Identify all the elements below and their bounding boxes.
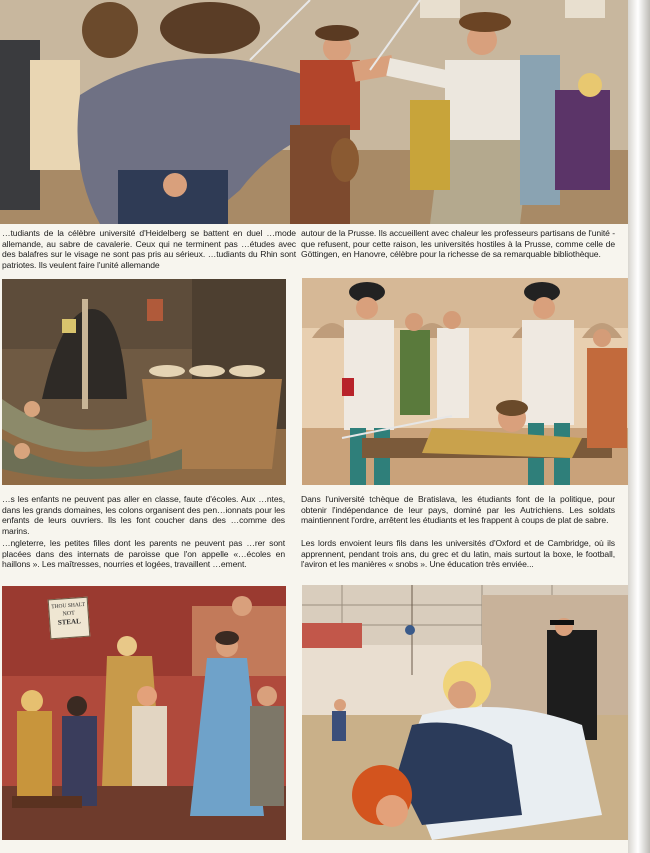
page-binding-edge [628,0,650,853]
illustration-heidelberg-duel [0,0,630,224]
sign-thou-shalt-not-steal [48,597,91,640]
caption-angleterre-left [2,538,285,570]
caption-text: Dans l'université tchèque de Bratislava, les étudiants font de la politique, pour obtenir l'indépendance de leur pays, dominé par les Autrichiens. Les soldats maintiennent l'ordre, arrêtent les étudiants et les frappent à coups de plat de sabre. [301,494,615,526]
caption-text: autour de la Prusse. Ils accueillent avec chaleur les professeurs partisans de l'unité - que refusent, pour cette raison, les universités hostiles à la Prusse, comme celle de Göttingen, en Hanovre, célèbre pour la richesse de sa remarquable bibliothèque. [301,228,615,260]
illustration-ragged-school [2,586,286,840]
sign-line-2: NOT [62,610,76,618]
caption-heidelberg-left [2,228,296,270]
sign-line-3: STEAL [57,617,82,627]
caption-heidelberg-right [301,228,615,260]
sign-line-1: THOU SHALT [51,601,86,611]
caption-bratislava-right [301,494,615,526]
illustration-hammock-dormitory [2,279,286,485]
caption-text: Les lords envoient leurs fils dans les universités d'Oxford et de Cambridge, où ils apprennent, pendant trois ans, du grec et du latin, mais surtout la boxe, le football, l'aviron et les manières « snobs ». Une éducation très enviée... [301,538,615,570]
caption-enfants-left [2,494,285,536]
caption-text: …tudiants de la célèbre université d'Heidelberg se battent en duel …mode allemande, au sabre de cavalerie. Ceux qui ne terminent pas …études avec des balafres sur le visage ne sont pas pris au sérieux. …tudiants du Rhin sont patriotes. Ils veulent faire l'unité allemande [2,228,296,270]
caption-text: …s les enfants ne peuvent pas aller en classe, faute d'écoles. Aux …ntes, dans les grands domaines, les colons organisent des pen…ionnats pour les enfants de leurs ouvriers. Ils les font coucher dans des …comme des marins. [2,494,285,536]
caption-text: …ngleterre, les petites filles dont les parents ne peuvent pas …rer sont placées dans des internats de paroisse que l'on appelle «…écoles en haillons ». Les maîtresses, nourries et logées, travaillent …ement. [2,538,285,570]
caption-oxford-right [301,538,615,570]
illustration-bratislava-students [302,278,628,485]
illustration-oxford-gymnasium [302,585,628,840]
